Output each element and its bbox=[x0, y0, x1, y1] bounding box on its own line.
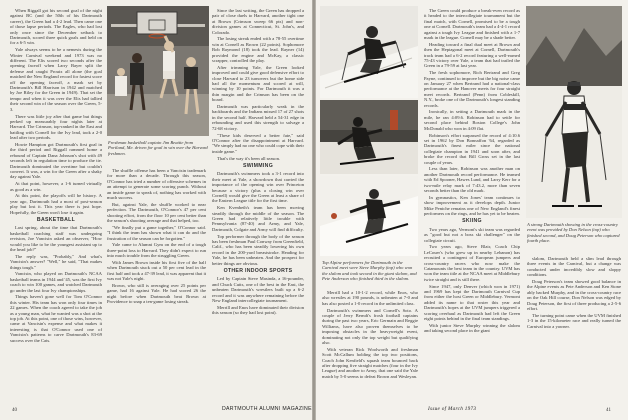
basketball-photo bbox=[107, 6, 209, 136]
paragraph: The Green could produce a break-even record as it headed to the intercollegiate tournament but the final match, with Cornell, promised to be a tough one at Cornell. Dartmouth's team had a 4-4-1 record against a tough Ivy League and finished with a 1-7 mark in the league. Cornell may be a shade better. bbox=[424, 8, 520, 41]
paragraph: Yale came to Alumni Gym on the end of a tough three-point loss to Harvard. They didn't expect to run into much trouble from the struggling Green. bbox=[107, 242, 206, 259]
basketball-heading: BASKETBALL bbox=[36, 216, 76, 223]
right-page bbox=[316, 0, 628, 420]
cross-country-photo-caption: A strong Dartmouth showing in the cross-country event was provided by Don Nelson (top) who finished second, and Doug Peterson who captured fourth place. bbox=[527, 222, 620, 244]
skiing-heading: SKIING bbox=[462, 218, 482, 225]
paragraph: The shuffle offense has been a Vancisin trademark for more than a decade. Through this season, O'Connor has tried a number of offensive schemes in an attempt to generate some scoring punch. Without an inside game to speak of, nothing has worked with much success. bbox=[107, 168, 206, 201]
skier-photo-top bbox=[320, 6, 418, 98]
skier-photo-bottom bbox=[320, 176, 418, 256]
paragraph: Yale always seems to be a nemesis during the Winter Carnival weekend and 1973 was no different. The Elis scored two seconds after the opening faceoff when Larry Bayer split the defense and caught Prouix all alone (the goal matched the New England record for fastest score off the opening faceoff, a mark set by Dartmouth's Bill Harrison in 1942 and matched by Joe Riley for the Green in 1949). That set the tempo and when it was over the Elis had tallied their second win of the season over the Green, 5-3. bbox=[10, 47, 102, 112]
paragraph: With veteran Rick Woolworth and freshman Scott McCallum holding the top two positions, Coach John Kenfield's squash team bounced back after dropping five straight matches (four in the Ivy League) and another to Army, that one said the Yale match by 5-0 seems to defeat Brown and Wesleyan. bbox=[322, 346, 418, 379]
paragraph: At that point, however, a 1-6 turned virtually as good as a win. bbox=[10, 181, 102, 192]
paragraph: Top performer through the body of the season has been freshman Paul Conway from Greenfield, Calif., who has been steadily lowering his own record in the 200-yard breaststroke. Heading for Yale, he has been unbeaten. And the prospect for better things are obvious. bbox=[212, 233, 304, 266]
paragraph: Doug Peterson's team showed good balance in the Alpine events as Pete Anderson and Ken Stone ably backed Murphy, and in the cross-country race on the Oak Hill course, Don Nelson was edged by Doug Peterson, the first of three producing a 2-5-6 effort. bbox=[527, 279, 621, 312]
swimming-heading: SWIMMING bbox=[242, 162, 274, 169]
paragraph: The reply was, "Probably," And what's Vancisin's answer? "Well," he said, "That makes things tough." bbox=[10, 253, 102, 270]
left-footer-magazine-name: DARTMOUTH ALUMNI MAGAZINE bbox=[222, 406, 312, 412]
paragraph: Led by Captain Steve Masinda, a 16-pounder, and Chuck Cutts, one of the best in the East, the unbeaten Dartmouth's wrestlers built up a 6-2 record and it was anywhere remaining before the New England intercollegiate tournament. bbox=[212, 276, 304, 304]
paragraph: Ironically, in setting a Dartmouth mark in the mile, he ran 4:09.6. Robinson had to settle for second place behind Boston College's John McDonald who won in 4:09 flat. bbox=[424, 109, 520, 131]
paragraph: Vancisin, who played on Dartmouth's NCAA basketball teams in 1944 and '45, was the first Ivy coach to win 100 games, and watched Dartmouth go under the last four Ivy championships. bbox=[10, 271, 102, 293]
paragraph: Since 1947, only Denver (which won in 1971) and 1969 has kept the Dartmouth Carnival Cup from either the host Green or Middlebury. Vermont added its name to that roster this year and Dartmouth's hopes at the UVM jumpers triggered a scoring overhaul as Dartmouth had left the Green eight points behind in the final team standings. bbox=[424, 283, 520, 322]
paragraph: The turning point came when the UVM finished 1-3 in the 15-kilometer race and really turned the Carnival into a yawner. bbox=[527, 312, 621, 329]
paragraph: Dartmouth's swimmers and Cornell's Soto. A couple of Jerry Berndt's frosh football captains during the past two years, Eric Germain and Reggie Williams, have also proven themselves to be imposing obstacles in the heavyweight event, dominating not only the top weight but qualifying also. bbox=[322, 307, 418, 346]
right-footer-issue: Issue of March 1973 bbox=[428, 406, 477, 412]
paragraph: With junior Steve Murphy winning the slalom and taking second place in the giant bbox=[424, 322, 520, 334]
right-column-1 bbox=[322, 290, 418, 406]
left-page-number: 40 bbox=[12, 408, 17, 413]
skier-photo-bottom-image bbox=[320, 176, 418, 256]
basketball-photo-caption: Freshman basketball captain Jim Beattie from Portland, Me. driven for goal in win over the Harvard freshmen. bbox=[108, 140, 208, 156]
skier-photo-middle-image bbox=[320, 100, 418, 174]
paragraph: Less than later, Robinson was another man on another Dartmouth record performance. He teamed with Ed Spooner, Hawes Lund, and Larry Kerr for a two-mile relay mark of 7:43.2, more than seven seconds better than the old mark. bbox=[424, 166, 520, 193]
other-sports-heading: OTHER INDOOR SPORTS bbox=[223, 268, 293, 275]
skier-photo-top-image bbox=[320, 6, 418, 98]
paragraph: Last spring, about the time that Dartmouth's basketball coaching staff was undergoing revision, Joe Vancisin asked an observer, "How would you like to be the youngest assistant up to the head job?" bbox=[10, 225, 102, 253]
right-column-2 bbox=[424, 8, 520, 406]
paragraph: The losing streak ended with a 78-55 overtime win at Cornell as Brown (22 points). Sophomore Bob Raymond (18) took the lead. Rayner (14) provided the engine and McKay, a classic scrapper, controlled the play. bbox=[212, 36, 304, 64]
paragraph: When Riggall got his second goal of the night against BC (and the 50th of his Dartmouth career), the Green had a 4-2 lead. Then came one of those lapse periods. The Eagles, who had lost only once since the December setback to Dartmouth, scored three quick goals and held on for a 6-5 win. bbox=[10, 8, 102, 46]
left-column-3 bbox=[212, 8, 304, 406]
right-column-3 bbox=[527, 256, 621, 406]
paragraph: Since the last writing, the Green has dropped a pair of close duels to Harvard, another tight one at Brown (Crimson sweep 66 pts) and non-division games at Connecticut, St. John's, and Colorado. bbox=[212, 8, 304, 35]
paragraph: That's the way it's been all season. bbox=[217, 155, 281, 161]
paragraph: After trimming Yale, the Green looked improved and could give good defensive effort to close Harvard to 23 turnovers but the home side had all the momentum and scored at will, winning by 10 points. For Dartmouth it was a thin margin and the Crimson has been on the board. bbox=[212, 64, 304, 103]
skier-photo-caption: Top Alpine performers for Dartmouth in the Carnival meet were Steve Murphy (top) who won the slalom and took second in the giant slalom, and Pete Anderson who finished third in the slalom. bbox=[322, 260, 417, 282]
paragraph: In gymnastics, Ken Jones' team continues to show improvement as it develops depth. Junior Mike Peniche remains one of New England's finest performers on the rings, and he has yet to be beaten. bbox=[424, 194, 520, 216]
paragraph: Howie Hampton got Dartmouth's first goal in the third period and Riggall rammed home a rebound of Captain Dana Johnson's shot with 49 seconds left in regulation time to produce the tie. Dartmouth dominated the overtime but couldn't convert. It was, a win for the Green after a shaky day against Yale. bbox=[10, 141, 102, 180]
paragraph: Merrill and Enos have dominated their division this season (so they had lost point). bbox=[212, 304, 304, 316]
paragraph: Dartmouth's swimmers took a 3-1 record into their meet at Yale, a showdown that carried the importance of the opening win over Princeton because a victory (plus a closing win over Cornell) would give the Green at least a share of the Eastern League title for the first time. bbox=[212, 171, 304, 204]
paragraph: Things haven't gone well for Tom O'Connor this winter. His team has won only four times in 22 games. When the coach agreed to take the job as a young man, what he wanted was a shot at the top job. At this point, one of those wins, however, came at Vancisin's expense and what makes it interesting is that O'Connor used one of Vancisin's patterns to carve Dartmouth's 83-69 success over the Cats. bbox=[10, 294, 102, 343]
skier-photo-middle bbox=[320, 100, 418, 174]
paragraph: But, against Yale, the shuffle worked to near perfection. The Dartmouth, O'Connor's 47 per cent shooting effort, from the floor 10 per cent better than the season's shooting average and that helped, too. bbox=[107, 201, 206, 224]
paragraph: With James Brown inside his first five of the half when Dartmouth stuck out a 50 per cent lead in the first half and took a 47-39 lead, it was apparent that it was not Yale's night. bbox=[107, 260, 206, 282]
paragraph: Two years ago, Vermont's ski team was regarded as "good but not a boss ski challenger" on the collegiate circuit. bbox=[424, 226, 520, 243]
paragraph: Heading toward a final dual meet at Brown and then the Heptagonal meet at Cornell, Dartmouth's track team had a 6-2 record featuring a well-earned 75-43 victory over Yale, a team that had trailed the Green in a 79-59 at last year. bbox=[424, 41, 520, 69]
cross-country-photo-image bbox=[526, 6, 622, 218]
basketball-photo-image bbox=[107, 6, 209, 136]
left-page bbox=[0, 0, 312, 420]
cross-country-photo bbox=[526, 6, 622, 218]
paragraph: Robinson's effort surpassed the record of 4:10.6 set in 1962 by Don Bonnaffon '64, regarded as Dartmouth's finest miler since the national collegiate champion in 1941 and soon after, and broke the record that Bill Gross set in the last couple of years. bbox=[424, 132, 520, 165]
paragraph: At this point, the playoffs will be history. A year ago, Dartmouth had a most of post-season play but lost it. This year there is just hope. Hopefully, the Green won't lose it again. bbox=[10, 193, 102, 215]
paragraph: "These kids deserved a better fate," said O'Connor after the disappointment at Harvard. "We simply had no one who could cope with their inside game." bbox=[212, 132, 304, 154]
left-column-2 bbox=[107, 168, 206, 406]
paragraph: There was little joy after that game but things perked up measurably four nights later at Harvard. The Crimson, top-ranked in the East and battling with Cornell for the Ivy lead, took a 2-0 lead after two periods. bbox=[10, 113, 102, 141]
paragraph: The fresh sophomore, Rich Bertrand and Greg Payne, continued to improve but the big noise came on January 27 when Bertrand had a national-class performance at the Hanover meets for four straight meet records. Bertrand (Penn) from Cobleskill, N.Y., broke one of the Dartmouth's longest standing records. bbox=[424, 70, 520, 108]
paragraph: slalom, Dartmouth held a slim lead through three events in the Carnival, but a change was conducted under incredibly slow and sloppy conditions. bbox=[527, 256, 621, 278]
paragraph: Merrill had a 10-1-2 record, while Enos, who also wrestles at 190 pounds, is unbeaten at 7-0 and has also posted a 1-0 record in the unlimited class. bbox=[322, 290, 418, 306]
paragraph: "We finally put a game together," O'Connor said. "I think the team has shown what it can do and the frustration of the season can be forgotten." bbox=[107, 224, 206, 241]
left-column-1 bbox=[10, 8, 102, 406]
paragraph: Two years ago, Steve Blair, Coach Chip LeCouer's (who grew up in nearby Lebanon) has recruited a contingent of European jumpers and cross-country racers who now make the Catamounts the best team in the country. UVM has won the team title at the NCAA meet at Middlebury twice straight and is still there. bbox=[424, 244, 520, 282]
paragraph: Dartmouth was particularly weak in the backboards and the Indians missed 17 of 27 shots in the second half. Harvard held a 54-31 edge in rebounding and used this strength to salvage a 72-68 victory. bbox=[212, 104, 304, 131]
right-page-number: 41 bbox=[606, 408, 611, 413]
paragraph: Brown, who still is averaging over 25 points per game, had 16 against Yale. He had scored 26 the night before when Dartmouth beat Brown at Providence to snap a ten-game losing streak. bbox=[107, 283, 206, 305]
paragraph: Ken Kvenbeth's team has been moving steadily through the middle of the season. The Green had relatively little trouble with Pennsylvania (87-40) and Army, and Yale, Dartmouth, Colgate and Army will find difficulty. bbox=[212, 205, 304, 232]
